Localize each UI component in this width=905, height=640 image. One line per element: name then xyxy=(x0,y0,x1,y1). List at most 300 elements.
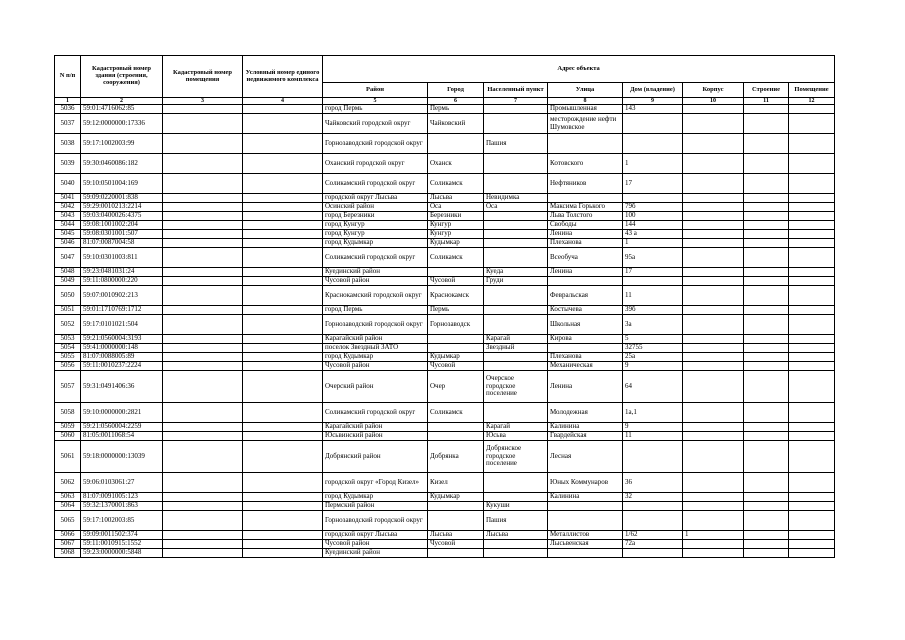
street-cell: Калинина xyxy=(548,423,623,432)
korpus-cell xyxy=(683,194,744,203)
row-number: 5046 xyxy=(55,239,81,248)
korpus-cell xyxy=(683,105,744,114)
city-cell: Оса xyxy=(428,203,484,212)
table-row xyxy=(55,230,835,239)
street-cell: Кирова xyxy=(548,335,623,344)
settlement-cell xyxy=(484,248,548,268)
conditional-number-cell xyxy=(243,268,323,277)
conditional-number-cell xyxy=(243,531,323,540)
room-cell xyxy=(789,540,835,549)
column-number: 6 xyxy=(428,98,484,105)
stroenie-cell xyxy=(744,230,789,239)
city-cell: Добрянка xyxy=(428,441,484,473)
column-number: 10 xyxy=(683,98,744,105)
settlement-cell: Кукуши xyxy=(484,502,548,511)
city-cell: Чусовой xyxy=(428,540,484,549)
table-row xyxy=(55,277,835,286)
room-cell xyxy=(789,362,835,371)
city-cell xyxy=(428,432,484,441)
conditional-number-cell xyxy=(243,353,323,362)
col-header-korpus: Корпус xyxy=(683,83,744,98)
korpus-cell xyxy=(683,371,744,403)
cadastral-room-cell xyxy=(163,194,243,203)
row-number: 5068 xyxy=(55,549,81,558)
cadastral-building-cell: 59:21:0560004:2259 xyxy=(81,423,163,432)
col-header-conditional-number: Условный номер единого недвижимого комплекса xyxy=(243,56,323,98)
conditional-number-cell xyxy=(243,277,323,286)
settlement-cell xyxy=(484,286,548,306)
table-row xyxy=(55,306,835,315)
cadastral-building-cell: 59:10:0000000:2821 xyxy=(81,403,163,423)
street-cell xyxy=(548,344,623,353)
cadastral-room-cell xyxy=(163,353,243,362)
cadastral-room-cell xyxy=(163,371,243,403)
street-cell: Свободы xyxy=(548,221,623,230)
cadastral-building-cell: 59:10:0301003:811 xyxy=(81,248,163,268)
col-header-city: Город xyxy=(428,83,484,98)
table-row xyxy=(55,493,835,502)
street-cell xyxy=(548,194,623,203)
row-number: 5047 xyxy=(55,248,81,268)
stroenie-cell xyxy=(744,114,789,134)
korpus-cell xyxy=(683,502,744,511)
korpus-cell xyxy=(683,221,744,230)
table-row xyxy=(55,540,835,549)
district-cell: Соликамский городской округ xyxy=(323,248,428,268)
city-cell: Чусовой xyxy=(428,277,484,286)
row-number: 5045 xyxy=(55,230,81,239)
cadastral-room-cell xyxy=(163,174,243,194)
cadastral-building-cell: 59:17:0101021:504 xyxy=(81,315,163,335)
house-cell: 1а,1 xyxy=(623,403,683,423)
room-cell xyxy=(789,511,835,531)
cadastral-room-cell xyxy=(163,362,243,371)
table-row xyxy=(55,248,835,268)
column-number: 9 xyxy=(623,98,683,105)
stroenie-cell xyxy=(744,473,789,493)
col-header-address-group: Адрес объекта xyxy=(323,56,835,83)
row-number: 5052 xyxy=(55,315,81,335)
cadastral-building-cell: 59:11:0800000:220 xyxy=(81,277,163,286)
col-header-street: Улица xyxy=(548,83,623,98)
house-cell: 36 xyxy=(623,473,683,493)
street-cell: Юных Коммунаров xyxy=(548,473,623,493)
cadastral-room-cell xyxy=(163,473,243,493)
room-cell xyxy=(789,268,835,277)
row-number: 5055 xyxy=(55,353,81,362)
settlement-cell: Звездный xyxy=(484,344,548,353)
table-row xyxy=(55,212,835,221)
table-row xyxy=(55,203,835,212)
cadastral-building-cell: 59:32:1370001:863 xyxy=(81,502,163,511)
street-cell: Школьная xyxy=(548,315,623,335)
room-cell xyxy=(789,248,835,268)
table-row xyxy=(55,371,835,403)
cadastral-building-cell: 59:31:0491406:36 xyxy=(81,371,163,403)
stroenie-cell xyxy=(744,531,789,540)
district-cell: город Кунгур xyxy=(323,221,428,230)
city-cell: Кудымкар xyxy=(428,353,484,362)
settlement-cell xyxy=(484,540,548,549)
house-cell: 17 xyxy=(623,268,683,277)
column-number: 5 xyxy=(323,98,428,105)
cadastral-room-cell xyxy=(163,221,243,230)
street-cell: Калинина xyxy=(548,493,623,502)
korpus-cell xyxy=(683,315,744,335)
city-cell: Оханск xyxy=(428,154,484,174)
korpus-cell xyxy=(683,114,744,134)
district-cell: городской округ Лысьва xyxy=(323,194,428,203)
conditional-number-cell xyxy=(243,549,323,558)
conditional-number-cell xyxy=(243,432,323,441)
room-cell xyxy=(789,315,835,335)
cadastral-building-cell: 59:17:1002003:99 xyxy=(81,134,163,154)
settlement-cell xyxy=(484,306,548,315)
table-row xyxy=(55,239,835,248)
cadastral-room-cell xyxy=(163,441,243,473)
district-cell: Карагайский район xyxy=(323,335,428,344)
cadastral-building-cell: 59:30:0460086:182 xyxy=(81,154,163,174)
korpus-cell xyxy=(683,493,744,502)
column-number: 11 xyxy=(744,98,789,105)
cadastral-room-cell xyxy=(163,277,243,286)
city-cell: Лысьва xyxy=(428,531,484,540)
house-cell: 9 xyxy=(623,362,683,371)
stroenie-cell xyxy=(744,540,789,549)
cadastral-room-cell xyxy=(163,239,243,248)
stroenie-cell xyxy=(744,134,789,154)
room-cell xyxy=(789,239,835,248)
house-cell: 100 xyxy=(623,212,683,221)
house-cell: 1 xyxy=(623,239,683,248)
col-header-district: Район xyxy=(323,83,428,98)
conditional-number-cell xyxy=(243,473,323,493)
korpus-cell xyxy=(683,362,744,371)
settlement-cell: Карагай xyxy=(484,423,548,432)
settlement-cell xyxy=(484,315,548,335)
stroenie-cell xyxy=(744,549,789,558)
house-cell xyxy=(623,441,683,473)
table-row xyxy=(55,154,835,174)
korpus-cell xyxy=(683,154,744,174)
city-cell xyxy=(428,511,484,531)
conditional-number-cell xyxy=(243,286,323,306)
cadastral-room-cell xyxy=(163,315,243,335)
table-row xyxy=(55,473,835,493)
settlement-cell xyxy=(484,154,548,174)
cadastral-room-cell xyxy=(163,432,243,441)
room-cell xyxy=(789,194,835,203)
settlement-cell: Карагай xyxy=(484,335,548,344)
conditional-number-cell xyxy=(243,203,323,212)
house-cell: 95а xyxy=(623,248,683,268)
city-cell xyxy=(428,423,484,432)
district-cell: Пермский район xyxy=(323,502,428,511)
house-cell xyxy=(623,194,683,203)
house-cell: 144 xyxy=(623,221,683,230)
stroenie-cell xyxy=(744,353,789,362)
city-cell: Соликамск xyxy=(428,248,484,268)
room-cell xyxy=(789,134,835,154)
korpus-cell xyxy=(683,239,744,248)
row-number: 5039 xyxy=(55,154,81,174)
stroenie-cell xyxy=(744,248,789,268)
korpus-cell xyxy=(683,441,744,473)
stroenie-cell xyxy=(744,203,789,212)
conditional-number-cell xyxy=(243,371,323,403)
cadastral-room-cell xyxy=(163,154,243,174)
cadastral-room-cell xyxy=(163,531,243,540)
cadastral-room-cell xyxy=(163,105,243,114)
street-cell: Максима Горького xyxy=(548,203,623,212)
city-cell: Горнозаводск xyxy=(428,315,484,335)
room-cell xyxy=(789,306,835,315)
col-header-house: Дом (владение) xyxy=(623,83,683,98)
street-cell: Механическая xyxy=(548,362,623,371)
table-row xyxy=(55,549,835,558)
cadastral-room-cell xyxy=(163,268,243,277)
district-cell: город Березники xyxy=(323,212,428,221)
settlement-cell: Оса xyxy=(484,203,548,212)
row-number: 5036 xyxy=(55,105,81,114)
cadastral-building-cell: 59:08:1001002:204 xyxy=(81,221,163,230)
stroenie-cell xyxy=(744,268,789,277)
district-cell: городской округ Лысьва xyxy=(323,531,428,540)
cadastral-room-cell xyxy=(163,511,243,531)
settlement-cell xyxy=(484,353,548,362)
cadastral-building-cell: 59:09:0011502:374 xyxy=(81,531,163,540)
conditional-number-cell xyxy=(243,511,323,531)
conditional-number-cell xyxy=(243,423,323,432)
korpus-cell xyxy=(683,423,744,432)
settlement-cell: Очерское городское поселение xyxy=(484,371,548,403)
row-number: 5058 xyxy=(55,403,81,423)
house-cell: 1/62 xyxy=(623,531,683,540)
cadastral-building-cell: 59:09:0220001:838 xyxy=(81,194,163,203)
stroenie-cell xyxy=(744,371,789,403)
table-row xyxy=(55,511,835,531)
district-cell: город Пермь xyxy=(323,105,428,114)
house-cell: 25а xyxy=(623,353,683,362)
city-cell: Кизел xyxy=(428,473,484,493)
col-header-stroenie: Строение xyxy=(744,83,789,98)
property-registry-table xyxy=(54,55,835,558)
house-cell: 32 xyxy=(623,493,683,502)
row-number: 5063 xyxy=(55,493,81,502)
conditional-number-cell xyxy=(243,105,323,114)
house-cell xyxy=(623,502,683,511)
district-cell: Карагайский район xyxy=(323,423,428,432)
cadastral-room-cell xyxy=(163,134,243,154)
house-cell: 32755 xyxy=(623,344,683,353)
district-cell: Чусовой район xyxy=(323,540,428,549)
stroenie-cell xyxy=(744,502,789,511)
street-cell: Ленина xyxy=(548,230,623,239)
room-cell xyxy=(789,286,835,306)
room-cell xyxy=(789,221,835,230)
room-cell xyxy=(789,423,835,432)
cadastral-room-cell xyxy=(163,423,243,432)
settlement-cell: Груди xyxy=(484,277,548,286)
col-header-num: N п/п xyxy=(55,56,81,98)
conditional-number-cell xyxy=(243,315,323,335)
cadastral-building-cell: 81:07:0088005:89 xyxy=(81,353,163,362)
settlement-cell xyxy=(484,549,548,558)
korpus-cell xyxy=(683,511,744,531)
house-cell: 11 xyxy=(623,432,683,441)
col-header-settlement: Населенный пункт xyxy=(484,83,548,98)
conditional-number-cell xyxy=(243,221,323,230)
conditional-number-cell xyxy=(243,335,323,344)
street-cell xyxy=(548,511,623,531)
city-cell: Чайковский xyxy=(428,114,484,134)
stroenie-cell xyxy=(744,344,789,353)
row-number: 5061 xyxy=(55,441,81,473)
city-cell: Пермь xyxy=(428,105,484,114)
house-cell: 72а xyxy=(623,540,683,549)
district-cell: Краснокамский городской округ xyxy=(323,286,428,306)
conditional-number-cell xyxy=(243,212,323,221)
row-number: 5056 xyxy=(55,362,81,371)
cadastral-building-cell: 59:01:1710769:1712 xyxy=(81,306,163,315)
street-cell: Ленина xyxy=(548,371,623,403)
row-number: 5037 xyxy=(55,114,81,134)
street-cell: Костычева xyxy=(548,306,623,315)
column-number: 1 xyxy=(55,98,81,105)
settlement-cell xyxy=(484,230,548,239)
room-cell xyxy=(789,502,835,511)
cadastral-building-cell: 81:07:0087004:58 xyxy=(81,239,163,248)
district-cell: поселок Звездный ЗАТО xyxy=(323,344,428,353)
room-cell xyxy=(789,105,835,114)
table-row xyxy=(55,531,835,540)
column-numbers-row xyxy=(55,98,835,105)
city-cell: Краснокамск xyxy=(428,286,484,306)
korpus-cell xyxy=(683,540,744,549)
street-cell: Всеобуча xyxy=(548,248,623,268)
district-cell: Горнозаводский городской округ xyxy=(323,134,428,154)
district-cell: городской округ «Город Кизел» xyxy=(323,473,428,493)
house-cell: 9 xyxy=(623,423,683,432)
row-number: 5066 xyxy=(55,531,81,540)
row-number: 5062 xyxy=(55,473,81,493)
house-cell: 43 а xyxy=(623,230,683,239)
stroenie-cell xyxy=(744,362,789,371)
table-row xyxy=(55,362,835,371)
row-number: 5048 xyxy=(55,268,81,277)
table-row xyxy=(55,268,835,277)
column-number: 12 xyxy=(789,98,835,105)
district-cell: Чусовой район xyxy=(323,362,428,371)
street-cell: Нефтяников xyxy=(548,174,623,194)
street-cell xyxy=(548,277,623,286)
settlement-cell xyxy=(484,174,548,194)
room-cell xyxy=(789,154,835,174)
district-cell: Осинский район xyxy=(323,203,428,212)
row-number: 5059 xyxy=(55,423,81,432)
table-row xyxy=(55,403,835,423)
cadastral-room-cell xyxy=(163,502,243,511)
column-number: 8 xyxy=(548,98,623,105)
column-number: 4 xyxy=(243,98,323,105)
stroenie-cell xyxy=(744,432,789,441)
district-cell: город Кудымкар xyxy=(323,493,428,502)
district-cell: город Кудымкар xyxy=(323,239,428,248)
cadastral-room-cell xyxy=(163,335,243,344)
row-number: 5057 xyxy=(55,371,81,403)
row-number: 5054 xyxy=(55,344,81,353)
settlement-cell xyxy=(484,212,548,221)
row-number: 5042 xyxy=(55,203,81,212)
house-cell: 143 xyxy=(623,105,683,114)
district-cell: город Кунгур xyxy=(323,230,428,239)
house-cell: 3а xyxy=(623,315,683,335)
table-row xyxy=(55,502,835,511)
cadastral-building-cell: 59:08:0301001:507 xyxy=(81,230,163,239)
stroenie-cell xyxy=(744,335,789,344)
conditional-number-cell xyxy=(243,403,323,423)
row-number: 5038 xyxy=(55,134,81,154)
street-cell: Котовского xyxy=(548,154,623,174)
korpus-cell xyxy=(683,248,744,268)
cadastral-room-cell xyxy=(163,540,243,549)
cadastral-room-cell xyxy=(163,212,243,221)
stroenie-cell xyxy=(744,194,789,203)
house-cell: 5 xyxy=(623,335,683,344)
stroenie-cell xyxy=(744,286,789,306)
street-cell xyxy=(548,134,623,154)
district-cell: город Пермь xyxy=(323,306,428,315)
korpus-cell xyxy=(683,549,744,558)
registry-sheet xyxy=(54,55,834,558)
city-cell xyxy=(428,134,484,154)
district-cell: Соликамский городской округ xyxy=(323,174,428,194)
street-cell: Молодежная xyxy=(548,403,623,423)
room-cell xyxy=(789,432,835,441)
stroenie-cell xyxy=(744,212,789,221)
korpus-cell xyxy=(683,432,744,441)
conditional-number-cell xyxy=(243,154,323,174)
street-cell: Льва Толстого xyxy=(548,212,623,221)
house-cell: 79б xyxy=(623,203,683,212)
district-cell: Юсьвинский район xyxy=(323,432,428,441)
conditional-number-cell xyxy=(243,134,323,154)
city-cell: Очер xyxy=(428,371,484,403)
table-row xyxy=(55,315,835,335)
stroenie-cell xyxy=(744,403,789,423)
stroenie-cell xyxy=(744,493,789,502)
city-cell xyxy=(428,335,484,344)
city-cell: Чусовой xyxy=(428,362,484,371)
table-row xyxy=(55,432,835,441)
conditional-number-cell xyxy=(243,114,323,134)
city-cell: Кунгур xyxy=(428,230,484,239)
row-number: 5067 xyxy=(55,540,81,549)
room-cell xyxy=(789,441,835,473)
room-cell xyxy=(789,473,835,493)
table-row xyxy=(55,353,835,362)
header-row xyxy=(55,56,835,83)
district-cell: Горнозаводский городской округ xyxy=(323,511,428,531)
korpus-cell xyxy=(683,212,744,221)
street-cell: Лесная xyxy=(548,441,623,473)
street-cell: месторождение нефти Шумовское xyxy=(548,114,623,134)
conditional-number-cell xyxy=(243,441,323,473)
cadastral-building-cell: 59:03:0400026:4375 xyxy=(81,212,163,221)
korpus-cell xyxy=(683,268,744,277)
cadastral-building-cell: 59:11:0010915:1552 xyxy=(81,540,163,549)
row-number: 5044 xyxy=(55,221,81,230)
